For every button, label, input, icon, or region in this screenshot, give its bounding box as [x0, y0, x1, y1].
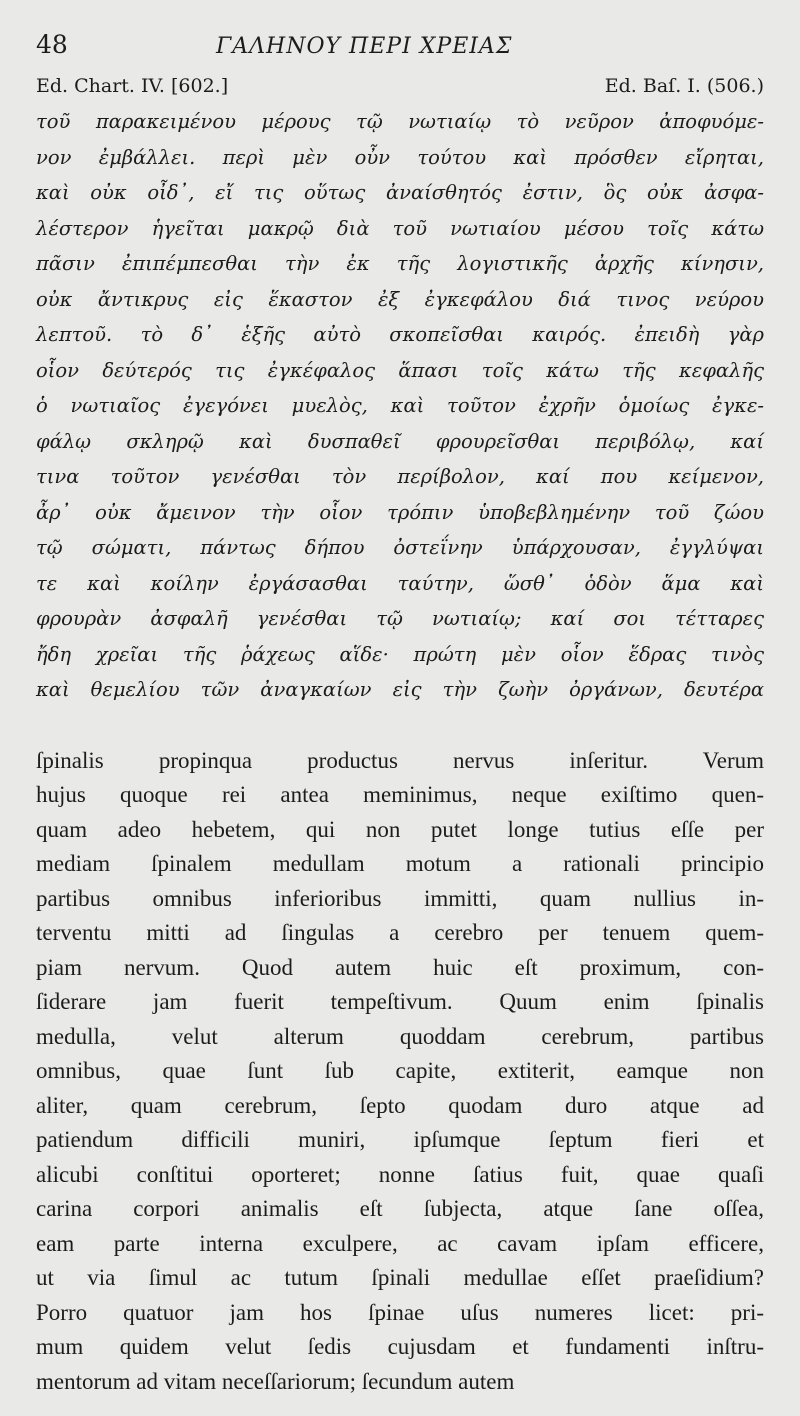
page-number: 48: [36, 30, 68, 59]
edition-chartier: Ed. Chart. IV. [602.]: [36, 75, 229, 97]
latin-text-line: quam adeo hebetem, qui non putet longe tutius eſſe per: [36, 816, 764, 842]
greek-text-line: πᾶσιν ἐπιπέμπεσθαι τὴν ἐκ τῆς λογιστικῆς ἀρχῆς κίνησιν,: [36, 252, 764, 275]
latin-text-line: patiendum difficili muniri, ipſumque ſeptum fieri et: [36, 1127, 764, 1152]
greek-text-line: φάλῳ σκληρῷ καὶ δυσπαθεῖ φρουρεῖσθαι περιβόλῳ, καί: [36, 429, 764, 453]
latin-text-line: mum quidem velut ſedis cujusdam et fundamenti inſtru-: [36, 1334, 764, 1359]
greek-text-line: ἤδη χρεῖαι τῆς ῥάχεως αἵδε· πρώτη μὲν οἷον ἕδρας τινὸς: [36, 642, 764, 666]
latin-text-line: carina corpori animalis eſt ſubjecta, atque ſane oſſea,: [36, 1196, 764, 1221]
greek-text-line: λέστερον ἡγεῖται μακρῷ διὰ τοῦ νωτιαίου μέσου τοῖς κάτω: [36, 216, 764, 240]
greek-text-line: καὶ οὐκ οἶδ᾽, εἴ τις οὕτως ἀναίσθητός ἐστιν, ὃς οὐκ ἀσφα-: [36, 181, 764, 204]
latin-text-line: ut via ſimul ac tutum ſpinali medullae eſſet praeſidium?: [36, 1265, 764, 1290]
greek-text-line: τε καὶ κοίλην ἐργάσασθαι ταύτην, ὥσθ᾽ ὁδὸν ἅμα καὶ: [36, 571, 764, 595]
greek-text-line: ὁ νωτιαῖος ἐγεγόνει μυελὸς, καὶ τοῦτον ἐχρῆν ὁμοίως ἐγκε-: [36, 394, 764, 417]
latin-text-line: alicubi conſtitui oporteret; nonne ſatius fuit, quae quaſi: [36, 1161, 764, 1187]
greek-text-line: τοῦ παρακειμένου μέρους τῷ νωτιαίῳ τὸ νεῦρον ἀποφυόμε-: [36, 110, 764, 133]
latin-text-line: medulla, velut alterum quoddam cerebrum, partibus: [36, 1023, 764, 1049]
greek-text-line: καὶ θεμελίου τῶν ἀναγκαίων εἰς τὴν ζωὴν ὀργάνων, δευτέρα: [36, 678, 764, 701]
greek-text-line: οἷον δεύτερός τις ἐγκέφαλος ἅπασι τοῖς κάτω τῆς κεφαλῆς: [36, 358, 764, 382]
greek-text-line: οὐκ ἄντικρυς εἰς ἕκαστον ἐξ ἐγκεφάλου διά τινος νεύρου: [36, 287, 764, 311]
edition-basel: Ed. Baſ. I. (506.): [604, 75, 764, 97]
latin-text-line: piam nervum. Quod autem huic eſt proximum, con-: [36, 954, 764, 980]
latin-text-line: hujus quoque rei antea meminimus, neque exiſtimo quen-: [36, 782, 764, 807]
latin-text-line: aliter, quam cerebrum, ſepto quodam duro atque ad: [36, 1092, 764, 1118]
latin-text-line: terventu mitti ad ſingulas a cerebro per tenuem quem-: [36, 920, 764, 945]
greek-text-line: ἆρ᾽ οὐκ ἄμεινον τὴν οἷον τρόπιν ὑποβεβλημένην τοῦ ζώου: [36, 500, 764, 524]
greek-text-line: φρουρὰν ἀσφαλῆ γενέσθαι τῷ νωτιαίῳ; καί σοι τέτταρες: [36, 607, 764, 630]
greek-text-line: λεπτοῦ. τὸ δ᾽ ἑξῆς αὐτὸ σκοπεῖσθαι καιρός. ἐπειδὴ γὰρ: [36, 323, 764, 346]
running-head: [36, 30, 764, 64]
latin-text-line: eam parte interna exculpere, ac cavam ipſam efficere,: [36, 1230, 764, 1256]
latin-text-line: mediam ſpinalem medullam motum a rationali principio: [36, 851, 764, 876]
latin-text-block: [36, 744, 764, 1400]
latin-text-line: ſiderare jam fuerit tempeſtivum. Quum enim ſpinalis: [36, 989, 764, 1014]
latin-text-line: omnibus, quae ſunt ſub capite, extiterit, eamque non: [36, 1058, 764, 1083]
latin-text-line: ſpinalis propinqua productus nervus inſeritur. Verum: [36, 747, 764, 773]
greek-text-line: τινα τοῦτον γενέσθαι τὸν περίβολον, καί που κείμενον,: [36, 465, 764, 488]
edition-references: [36, 70, 764, 102]
running-title: ΓΑΛΗΝΟΥ ΠΕΡΙ ΧΡΕΙΑΣ: [216, 34, 513, 59]
latin-text-line: mentorum ad vitam neceſſariorum; ſecundum autem: [36, 1368, 515, 1394]
latin-text-line: partibus omnibus inferioribus immitti, quam nullius in-: [36, 885, 764, 911]
greek-text-line: τῷ σώματι, πάντως δήπου ὀστεΐνην ὑπάρχουσαν, ἐγγλύψαι: [36, 536, 764, 559]
greek-text-block: [36, 104, 764, 708]
latin-text-line: Porro quatuor jam hos ſpinae uſus numeres licet: pri-: [36, 1299, 764, 1325]
greek-text-line: νον ἐμβάλλει. περὶ μὲν οὖν τούτου καὶ πρόσθεν εἴρηται,: [36, 145, 764, 169]
